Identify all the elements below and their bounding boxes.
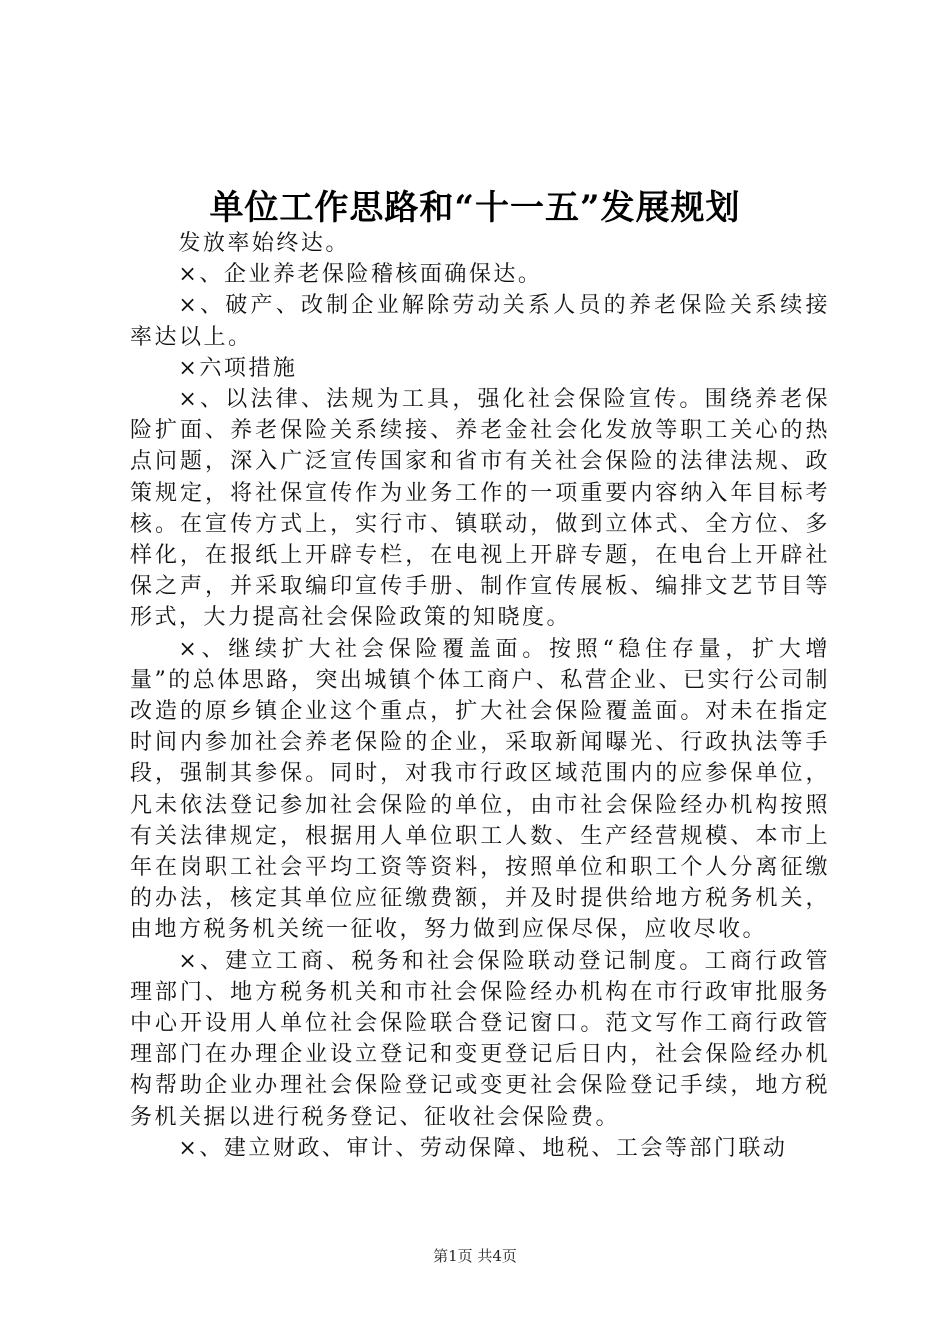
document-title: 单位工作思路和“十一五”发展规划: [209, 188, 741, 228]
paragraph: ×、建立财政、审计、劳动保障、地税、工会等部门联动: [178, 1135, 788, 1161]
paragraph: ×、继续扩大社会保险覆盖面。按照“稳住存量，扩大增量”的总体思路，突出城镇个体工商户、私营企业、已实行公司制改造的原乡镇企业这个重点，扩大社会保险覆盖面。对未在指定时间内参加社会养老保险的企业，采取新闻曝光、行政执法等手段，强制其参保。同时，对我市行政区域范围内的应参保单位，凡未依法登记参加社会保险的单位，由市社会保险经办机构按照有关法律规定，根据用人单位职工人数、生产经营规模、本市上年在岗职工社会平均工资等资料，按照单位和职工个人分离征缴的办法，核定其单位应征缴费额，并及时提供给地方税务机关，由地方税务机关统一征收，努力做到应保尽保，应收尽收。: [130, 636, 830, 943]
paragraph: ×、以法律、法规为工具，强化社会保险宣传。围绕养老保险扩面、养老保险关系续接、养老金社会化发放等职工关心的热点问题，深入广泛宣传国家和省市有关社会保险的法律法规、政策规定，将社保宣传作为业务工作的一项重要内容纳入年目标考核。在宣传方式上，实行市、镇联动，做到立体式、全方位、多样化，在报纸上开辟专栏，在电视上开辟专题，在电台上开辟社保之声，并采取编印宣传手册、制作宣传展板、编排文艺节目等形式，大力提高社会保险政策的知晓度。: [130, 387, 830, 631]
paragraph: ×六项措施: [178, 355, 298, 381]
paragraph: 发放率始终达。: [178, 231, 350, 256]
paragraph: ×、建立工商、税务和社会保险联动登记制度。工商行政管理部门、地方税务机关和市社会保险经办机构在市行政审批服务中心开设用人单位社会保险联合登记窗口。范文写作工商行政管理部门在办理企业设立登记和变更登记后日内，社会保险经办机构帮助企业办理社会保险登记或变更社会保险登记手续，地方税务机关据以进行税务登记、征收社会保险费。: [130, 948, 830, 1130]
document-body: [130, 228, 830, 1164]
paragraph: ×、破产、改制企业解除劳动关系人员的养老保险关系续接率达以上。: [130, 293, 830, 350]
paragraph: ×、企业养老保险稽核面确保达。: [178, 262, 543, 288]
page-footer: 第1页 共4页: [433, 1247, 517, 1265]
